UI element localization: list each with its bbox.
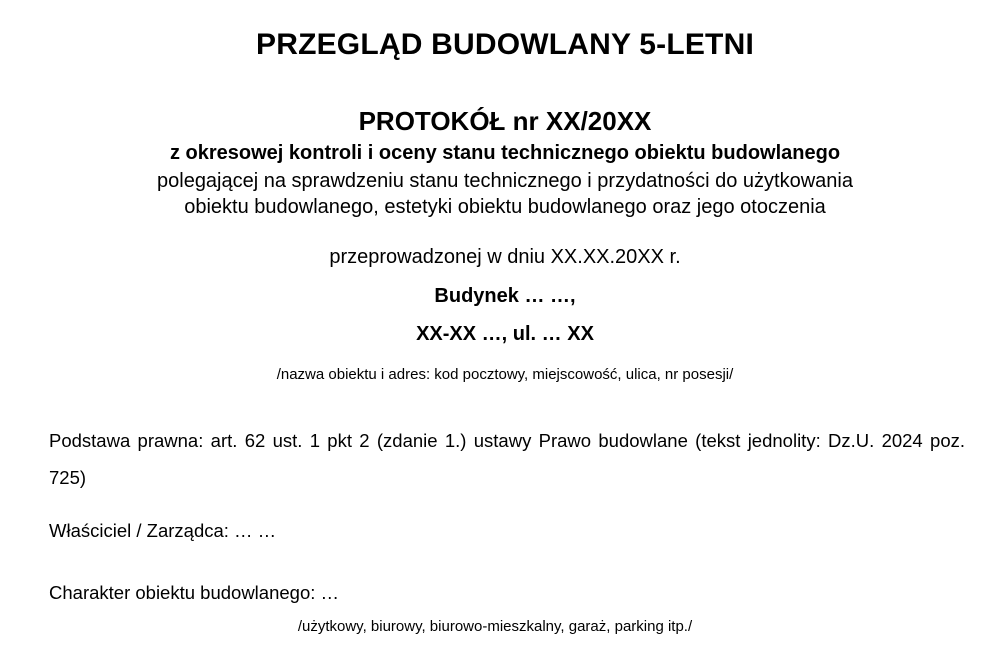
legal-basis: Podstawa prawna: art. 62 ust. 1 pkt 2 (zdanie 1.) ustawy Prawo budowlane (tekst jednolity: Dz.U. 2024 poz. 725) (49, 430, 965, 488)
owner-line: Właściciel / Zarządca: … … (49, 520, 277, 541)
inspection-date: przeprowadzonej w dniu XX.XX.20XX r. (329, 246, 681, 268)
building-character-hint: /użytkowy, biurowy, biurowo-mieszkalny, garaż, parking itp./ (297, 618, 693, 635)
document-title: PRZEGLĄD BUDOWLANY 5-LETNI (256, 28, 754, 61)
protocol-subtitle-bold: z okresowej kontroli i oceny stanu technicznego obiektu budowlanego (169, 142, 841, 164)
building-character-line: Charakter obiektu budowlanego: … (49, 582, 340, 603)
address-hint: /nazwa obiektu i adres: kod pocztowy, miejscowość, ulica, nr posesji/ (276, 366, 734, 383)
protocol-subtitle-line-1: polegającej na sprawdzeniu stanu technicznego i przydatności do użytkowania (157, 170, 853, 192)
protocol-number: PROTOKÓŁ nr XX/20XX (358, 106, 652, 136)
protocol-subtitle-line-2: obiektu budowlanego, estetyki obiektu budowlanego oraz jego otoczenia (184, 196, 826, 218)
building-address: XX-XX …, ul. … XX (416, 323, 594, 345)
building-name: Budynek … …, (434, 285, 576, 307)
